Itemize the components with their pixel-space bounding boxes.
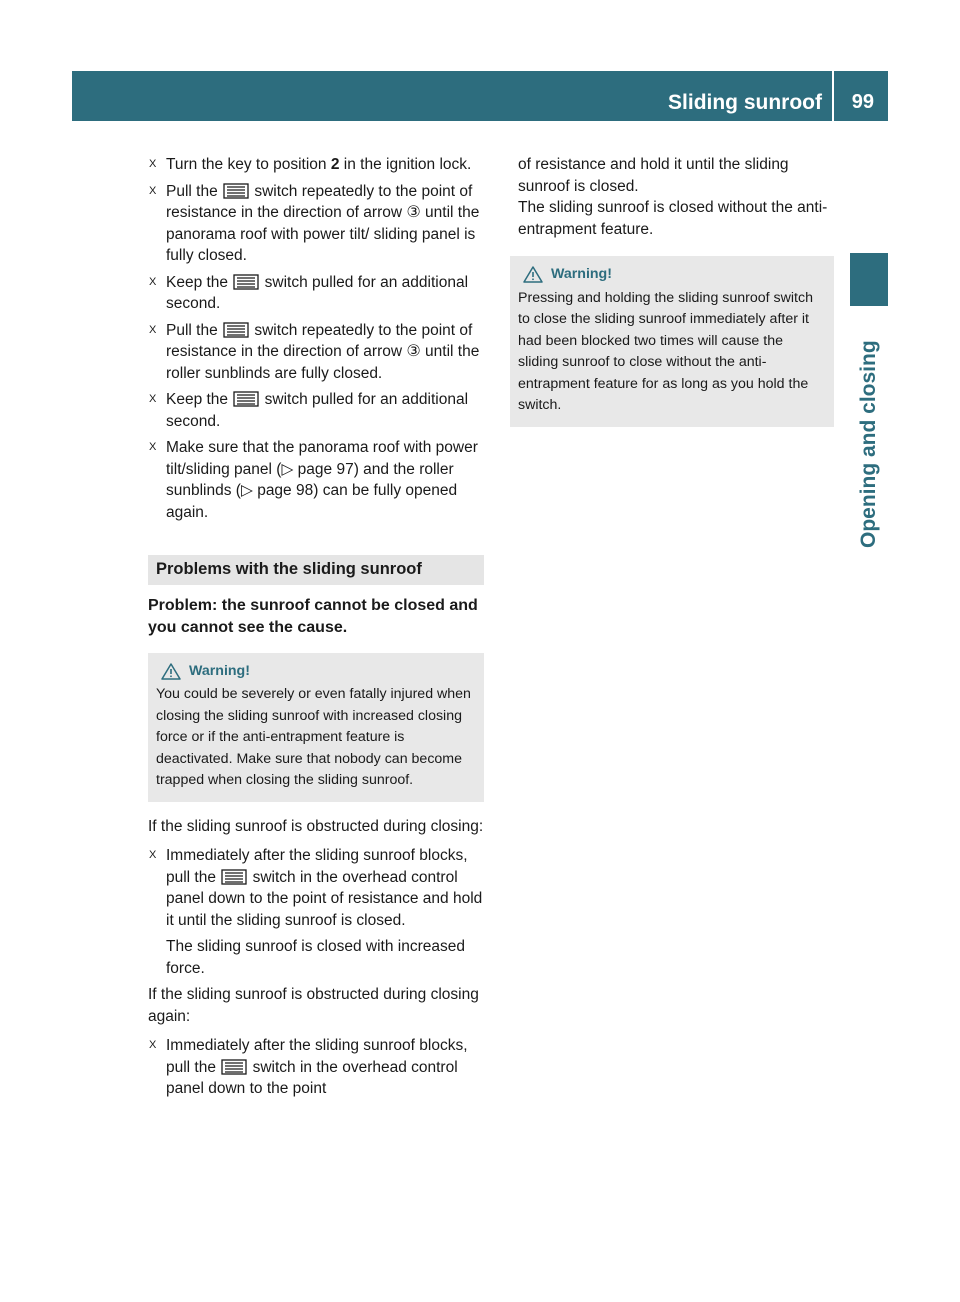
step-arrow-icon: X xyxy=(149,275,157,288)
sunroof-switch-icon xyxy=(222,322,250,338)
warning-box xyxy=(510,256,834,427)
section-heading: Problems with the sliding sunroof xyxy=(148,555,484,585)
right-column xyxy=(510,154,834,427)
step-item: X Keep the switch pulled for an additional second. xyxy=(149,273,469,312)
warning-triangle-icon xyxy=(161,663,181,680)
step-arrow-icon: X xyxy=(149,184,157,197)
arrow-ref-3: ③ xyxy=(406,343,421,360)
page-ref-link[interactable]: ▷ page 97 xyxy=(281,460,354,478)
sunroof-switch-icon xyxy=(222,183,250,199)
warning-triangle-icon xyxy=(523,266,543,283)
step-continuation: of resistance and hold it until the sliding sunroof is closed. xyxy=(518,156,789,195)
side-tab-block xyxy=(850,253,888,306)
paragraph: If the sliding sunroof is obstructed during closing: xyxy=(148,817,484,835)
warning-text: You could be severely or even fatally injured when closing the sliding sunroof with increased closing force or if the anti-entrapment feature is deactivated. Make sure that nobody can become trapped when closing the sliding sunroof. xyxy=(156,686,471,788)
step-result: The sliding sunroof is closed with increased force. xyxy=(166,938,465,977)
warning-label: Warning! xyxy=(189,662,250,679)
step-arrow-icon: X xyxy=(149,849,157,861)
header-divider xyxy=(832,71,834,121)
step-item: X Immediately after the sliding sunroof blocks, pull the switch in the overhead control panel down to the point of resistance and hold it until the sliding sunroof is closed. xyxy=(149,847,483,929)
step-arrow-icon: X xyxy=(149,393,157,405)
page-ref-link[interactable]: ▷ page 98 xyxy=(240,482,314,499)
sunroof-switch-icon xyxy=(232,274,260,290)
step-item: X Pull the switch repeatedly to the point of resistance in the direction of arrow ③ until the panorama roof with power tilt/ sliding panel is fully closed. xyxy=(149,182,480,264)
step-item: X Make sure that the panorama roof with power tilt/sliding panel (▷ page 97) and the roller sunblinds (▷ page 98) can be fully opened again. xyxy=(149,439,478,521)
page-title: Sliding sunroof xyxy=(668,91,822,114)
warning-header xyxy=(518,264,826,286)
warning-header xyxy=(156,661,476,683)
sunroof-switch-icon xyxy=(232,391,260,407)
step-arrow-icon: X xyxy=(149,323,157,336)
left-column xyxy=(148,154,484,1105)
problem-heading: Problem: the sunroof cannot be closed and you cannot see the cause. xyxy=(148,596,478,636)
warning-box xyxy=(148,653,484,802)
sunroof-switch-icon xyxy=(220,1059,248,1075)
warning-label: Warning! xyxy=(551,266,612,282)
page-number: 99 xyxy=(851,91,874,113)
sunroof-switch-icon xyxy=(220,869,248,885)
step-item: X Keep the switch pulled for an additional second. xyxy=(149,391,469,430)
arrow-ref-3: ③ xyxy=(406,204,421,221)
step-result: The sliding sunroof is closed without the anti-entrapment feature. xyxy=(518,199,828,238)
chapter-label: Opening and closing xyxy=(857,340,880,548)
step-item: X Immediately after the sliding sunroof blocks, pull the switch in the overhead control panel down to the point xyxy=(149,1037,468,1097)
step-item: X Pull the switch repeatedly to the point of resistance in the direction of arrow ③ until the roller sunblinds are fully closed. xyxy=(149,321,480,382)
step-item: X Turn the key to position 2 in the ignition lock. xyxy=(148,154,484,176)
paragraph: If the sliding sunroof is obstructed during closing again: xyxy=(148,986,479,1025)
warning-text: Pressing and holding the sliding sunroof switch to close the sliding sunroof immediately after it had been blocked two times will cause the sliding sunroof to close without the anti-entrapment feature for as long as you hold the switch. xyxy=(518,289,813,413)
step-arrow-icon: X xyxy=(149,1039,157,1051)
step-arrow-icon: X xyxy=(149,441,157,453)
step-arrow-icon: X xyxy=(149,158,157,170)
header-bar xyxy=(72,71,888,121)
